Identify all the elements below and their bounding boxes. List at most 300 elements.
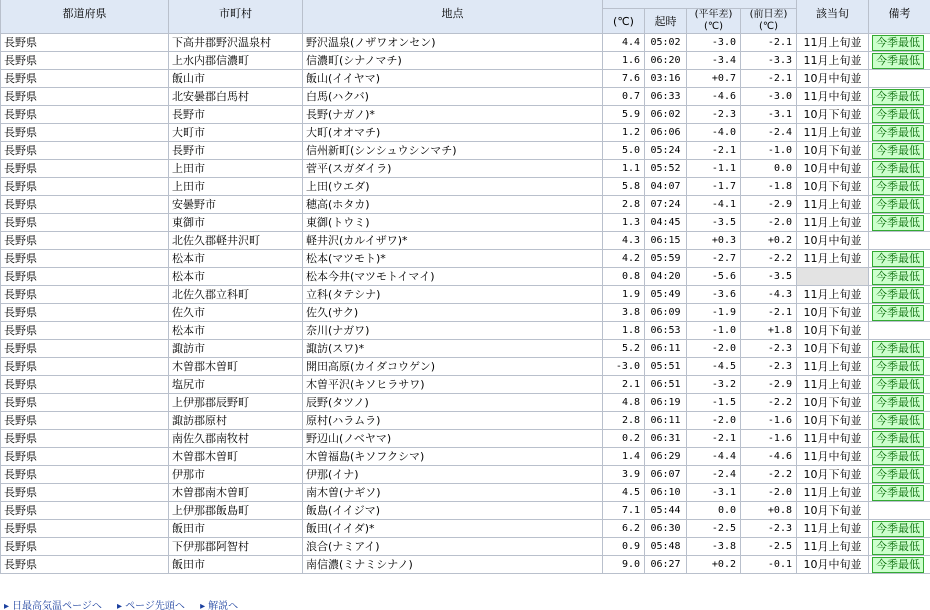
cell-diff-prev: -2.5	[741, 538, 797, 556]
cell-remarks	[869, 358, 930, 376]
cell-time: 06:11	[645, 340, 687, 358]
cell-period: 10月下旬並	[797, 178, 869, 196]
cell-diff-normal: -3.1	[687, 484, 741, 502]
cell-prefecture: 長野県	[1, 394, 169, 412]
table-row	[1, 538, 930, 556]
cell-time: 06:10	[645, 484, 687, 502]
cell-prefecture: 長野県	[1, 412, 169, 430]
cell-time: 05:48	[645, 538, 687, 556]
cell-remarks	[869, 268, 930, 286]
cell-city: 上田市	[169, 178, 303, 196]
cell-time: 03:16	[645, 70, 687, 88]
cell-station: 軽井沢(カルイザワ)*	[303, 232, 603, 250]
cell-diff-prev: -2.4	[741, 124, 797, 142]
cell-station: 飯山(イイヤマ)	[303, 70, 603, 88]
cell-city: 南佐久郡南牧村	[169, 430, 303, 448]
cell-temperature: 4.8	[603, 394, 645, 412]
season-low-badge: 今季最低	[872, 305, 924, 321]
cell-prefecture: 長野県	[1, 34, 169, 52]
cell-remarks	[869, 304, 930, 322]
cell-diff-normal: -2.5	[687, 520, 741, 538]
cell-station: 木曽平沢(キソヒラサワ)	[303, 376, 603, 394]
cell-city: 下伊那郡阿智村	[169, 538, 303, 556]
header-diff-normal-label: (平年差)	[694, 9, 733, 20]
cell-diff-normal: +0.2	[687, 556, 741, 574]
season-low-badge: 今季最低	[872, 539, 924, 555]
cell-time: 06:30	[645, 520, 687, 538]
cell-diff-normal: -2.1	[687, 142, 741, 160]
cell-prefecture: 長野県	[1, 106, 169, 124]
cell-station: 浪合(ナミアイ)	[303, 538, 603, 556]
cell-remarks	[869, 556, 930, 574]
season-low-badge: 今季最低	[872, 125, 924, 141]
cell-station: 飯田(イイダ)*	[303, 520, 603, 538]
cell-time: 06:11	[645, 412, 687, 430]
cell-remarks	[869, 178, 930, 196]
cell-prefecture: 長野県	[1, 124, 169, 142]
cell-diff-prev: -3.5	[741, 268, 797, 286]
cell-remarks	[869, 124, 930, 142]
cell-prefecture: 長野県	[1, 376, 169, 394]
cell-city: 上田市	[169, 160, 303, 178]
cell-temperature: 9.0	[603, 556, 645, 574]
cell-diff-normal: 0.0	[687, 502, 741, 520]
cell-temperature: 1.6	[603, 52, 645, 70]
cell-period: 11月上旬並	[797, 52, 869, 70]
cell-diff-normal: -1.7	[687, 178, 741, 196]
cell-time: 06:19	[645, 394, 687, 412]
cell-city: 諏訪市	[169, 340, 303, 358]
cell-remarks	[869, 412, 930, 430]
cell-city: 上伊那郡辰野町	[169, 394, 303, 412]
cell-diff-normal: -1.5	[687, 394, 741, 412]
cell-period: 10月下旬並	[797, 304, 869, 322]
header-diff-prev-label: (前日差)	[749, 9, 788, 20]
header-period: 該当旬	[797, 0, 869, 34]
header-prefecture: 都道府県	[1, 0, 169, 34]
cell-temperature: 5.9	[603, 106, 645, 124]
cell-remarks	[869, 196, 930, 214]
cell-period: 11月中旬並	[797, 448, 869, 466]
cell-temperature: 0.8	[603, 268, 645, 286]
season-low-badge: 今季最低	[872, 449, 924, 465]
cell-remarks	[869, 376, 930, 394]
cell-station: 松本今井(マツモトイマイ)	[303, 268, 603, 286]
cell-city: 飯田市	[169, 556, 303, 574]
cell-temperature: 1.2	[603, 124, 645, 142]
cell-prefecture: 長野県	[1, 520, 169, 538]
cell-diff-normal: -5.6	[687, 268, 741, 286]
cell-diff-normal: +0.7	[687, 70, 741, 88]
cell-diff-prev: -1.8	[741, 178, 797, 196]
cell-diff-prev: -2.9	[741, 196, 797, 214]
cell-temperature: 4.4	[603, 34, 645, 52]
cell-remarks	[869, 70, 930, 88]
cell-time: 05:52	[645, 160, 687, 178]
cell-prefecture: 長野県	[1, 358, 169, 376]
cell-prefecture: 長野県	[1, 448, 169, 466]
cell-period: 10月下旬並	[797, 340, 869, 358]
cell-prefecture: 長野県	[1, 268, 169, 286]
cell-prefecture: 長野県	[1, 466, 169, 484]
table-row	[1, 142, 930, 160]
cell-temperature: 5.8	[603, 178, 645, 196]
season-low-badge: 今季最低	[872, 485, 924, 501]
cell-station: 木曽福島(キソフクシマ)	[303, 448, 603, 466]
link-daily-max[interactable]	[4, 601, 102, 610]
cell-diff-normal: -1.0	[687, 322, 741, 340]
header-station: 地点	[303, 0, 603, 34]
cell-remarks	[869, 160, 930, 178]
cell-city: 松本市	[169, 250, 303, 268]
cell-remarks	[869, 520, 930, 538]
cell-time: 06:06	[645, 124, 687, 142]
header-diff-normal-unit: (℃)	[703, 21, 724, 32]
cell-city: 諏訪郡原村	[169, 412, 303, 430]
cell-remarks	[869, 394, 930, 412]
cell-remarks	[869, 106, 930, 124]
cell-station: 南木曽(ナギソ)	[303, 484, 603, 502]
cell-period: 11月中旬並	[797, 88, 869, 106]
cell-time: 06:29	[645, 448, 687, 466]
cell-time: 06:31	[645, 430, 687, 448]
cell-city: 塩尻市	[169, 376, 303, 394]
cell-remarks	[869, 34, 930, 52]
season-low-badge: 今季最低	[872, 269, 924, 285]
cell-period: 11月上旬並	[797, 520, 869, 538]
cell-station: 野沢温泉(ノザワオンセン)	[303, 34, 603, 52]
cell-diff-normal: -2.1	[687, 430, 741, 448]
table-row	[1, 358, 930, 376]
season-low-badge: 今季最低	[872, 287, 924, 303]
cell-station: 辰野(タツノ)	[303, 394, 603, 412]
header-temp-unit: (℃)	[603, 9, 645, 34]
season-low-badge: 今季最低	[872, 377, 924, 393]
cell-period: 10月下旬並	[797, 322, 869, 340]
cell-time: 07:24	[645, 196, 687, 214]
cell-period: 10月下旬並	[797, 142, 869, 160]
cell-station: 上田(ウエダ)	[303, 178, 603, 196]
cell-station: 穂高(ホタカ)	[303, 196, 603, 214]
cell-diff-normal: -1.9	[687, 304, 741, 322]
cell-diff-prev: +0.2	[741, 232, 797, 250]
cell-prefecture: 長野県	[1, 88, 169, 106]
cell-period: 10月下旬並	[797, 106, 869, 124]
cell-diff-prev: -2.2	[741, 394, 797, 412]
cell-time: 06:07	[645, 466, 687, 484]
cell-prefecture: 長野県	[1, 160, 169, 178]
season-low-badge: 今季最低	[872, 53, 924, 69]
cell-prefecture: 長野県	[1, 214, 169, 232]
cell-temperature: 5.2	[603, 340, 645, 358]
cell-remarks	[869, 448, 930, 466]
cell-station: 菅平(スガダイラ)	[303, 160, 603, 178]
table-row	[1, 214, 930, 232]
cell-prefecture: 長野県	[1, 484, 169, 502]
cell-prefecture: 長野県	[1, 556, 169, 574]
cell-temperature: 2.1	[603, 376, 645, 394]
cell-diff-normal: -4.5	[687, 358, 741, 376]
cell-city: 佐久市	[169, 304, 303, 322]
link-explanation[interactable]	[200, 601, 238, 610]
table-row	[1, 160, 930, 178]
cell-prefecture: 長野県	[1, 142, 169, 160]
cell-prefecture: 長野県	[1, 286, 169, 304]
cell-temperature: 1.4	[603, 448, 645, 466]
cell-diff-prev: -2.3	[741, 520, 797, 538]
cell-city: 下高井郡野沢温泉村	[169, 34, 303, 52]
table-row	[1, 394, 930, 412]
table-row	[1, 484, 930, 502]
cell-temperature: 7.1	[603, 502, 645, 520]
table-row	[1, 502, 930, 520]
link-explanation-label: 解説へ	[208, 601, 239, 610]
cell-time: 06:09	[645, 304, 687, 322]
cell-time: 04:07	[645, 178, 687, 196]
cell-station: 奈川(ナガワ)	[303, 322, 603, 340]
cell-diff-prev: -3.1	[741, 106, 797, 124]
cell-diff-normal: -3.6	[687, 286, 741, 304]
cell-period: 11月上旬並	[797, 196, 869, 214]
cell-time: 04:45	[645, 214, 687, 232]
cell-temperature: -3.0	[603, 358, 645, 376]
season-low-badge: 今季最低	[872, 467, 924, 483]
cell-remarks	[869, 484, 930, 502]
cell-prefecture: 長野県	[1, 250, 169, 268]
link-page-top[interactable]	[117, 601, 185, 610]
link-daily-max-label: 日最高気温ページへ	[12, 601, 102, 610]
cell-temperature: 2.8	[603, 412, 645, 430]
cell-temperature: 4.3	[603, 232, 645, 250]
cell-station: 信濃町(シナノマチ)	[303, 52, 603, 70]
cell-city: 北安曇郡白馬村	[169, 88, 303, 106]
table-row	[1, 376, 930, 394]
cell-city: 北佐久郡立科町	[169, 286, 303, 304]
cell-temperature: 7.6	[603, 70, 645, 88]
cell-time: 06:33	[645, 88, 687, 106]
cell-diff-normal: -1.1	[687, 160, 741, 178]
season-low-badge: 今季最低	[872, 521, 924, 537]
cell-period: 10月中旬並	[797, 556, 869, 574]
cell-time: 06:51	[645, 376, 687, 394]
cell-period: 11月上旬並	[797, 34, 869, 52]
header-diff-normal	[687, 9, 741, 34]
cell-diff-prev: -2.9	[741, 376, 797, 394]
cell-diff-prev: -3.3	[741, 52, 797, 70]
table-row	[1, 556, 930, 574]
cell-city: 長野市	[169, 106, 303, 124]
cell-diff-normal: -3.8	[687, 538, 741, 556]
cell-temperature: 0.7	[603, 88, 645, 106]
table-row	[1, 448, 930, 466]
cell-diff-normal: -2.4	[687, 466, 741, 484]
cell-diff-normal: -2.0	[687, 340, 741, 358]
table-header	[1, 0, 930, 34]
cell-city: 安曇野市	[169, 196, 303, 214]
cell-prefecture: 長野県	[1, 538, 169, 556]
cell-diff-prev: -1.0	[741, 142, 797, 160]
table-row	[1, 52, 930, 70]
cell-period: 10月中旬並	[797, 70, 869, 88]
table-row	[1, 106, 930, 124]
cell-diff-prev: -2.1	[741, 304, 797, 322]
cell-diff-normal: -2.0	[687, 412, 741, 430]
header-time: 起時	[645, 9, 687, 34]
cell-time: 05:51	[645, 358, 687, 376]
cell-prefecture: 長野県	[1, 196, 169, 214]
cell-temperature: 4.5	[603, 484, 645, 502]
cell-temperature: 3.8	[603, 304, 645, 322]
triangle-right-icon: ▸	[4, 601, 10, 610]
cell-city: 木曽郡南木曽町	[169, 484, 303, 502]
cell-station: 南信濃(ミナミシナノ)	[303, 556, 603, 574]
season-low-badge: 今季最低	[872, 431, 924, 447]
cell-period: 11月上旬並	[797, 250, 869, 268]
cell-time: 05:02	[645, 34, 687, 52]
cell-city: 松本市	[169, 268, 303, 286]
season-low-badge: 今季最低	[872, 107, 924, 123]
triangle-right-icon: ▸	[117, 601, 123, 610]
cell-city: 木曽郡木曽町	[169, 358, 303, 376]
cell-remarks	[869, 88, 930, 106]
cell-city: 上水内郡信濃町	[169, 52, 303, 70]
cell-period: 10月下旬並	[797, 412, 869, 430]
cell-diff-normal: -3.2	[687, 376, 741, 394]
cell-prefecture: 長野県	[1, 178, 169, 196]
cell-remarks	[869, 340, 930, 358]
season-low-badge: 今季最低	[872, 161, 924, 177]
cell-diff-normal: -4.1	[687, 196, 741, 214]
table-row	[1, 196, 930, 214]
cell-city: 伊那市	[169, 466, 303, 484]
triangle-right-icon: ▸	[200, 601, 206, 610]
cell-remarks	[869, 52, 930, 70]
cell-prefecture: 長野県	[1, 430, 169, 448]
cell-station: 開田高原(カイダコウゲン)	[303, 358, 603, 376]
table-row	[1, 412, 930, 430]
table-row	[1, 34, 930, 52]
cell-diff-normal: -2.7	[687, 250, 741, 268]
cell-prefecture: 長野県	[1, 304, 169, 322]
cell-prefecture: 長野県	[1, 340, 169, 358]
cell-temperature: 1.8	[603, 322, 645, 340]
header-diff-prev	[741, 9, 797, 34]
cell-city: 長野市	[169, 142, 303, 160]
cell-temperature: 4.2	[603, 250, 645, 268]
cell-city: 木曽郡木曽町	[169, 448, 303, 466]
cell-diff-normal: -4.4	[687, 448, 741, 466]
table-row	[1, 430, 930, 448]
cell-diff-prev: -3.0	[741, 88, 797, 106]
cell-city: 飯田市	[169, 520, 303, 538]
cell-city: 北佐久郡軽井沢町	[169, 232, 303, 250]
cell-time: 06:02	[645, 106, 687, 124]
cell-remarks	[869, 286, 930, 304]
season-low-badge: 今季最低	[872, 179, 924, 195]
cell-time: 06:15	[645, 232, 687, 250]
season-low-badge: 今季最低	[872, 251, 924, 267]
table-row	[1, 70, 930, 88]
cell-city: 東御市	[169, 214, 303, 232]
header-group-top	[603, 0, 797, 9]
cell-city: 松本市	[169, 322, 303, 340]
season-low-badge: 今季最低	[872, 35, 924, 51]
cell-temperature: 2.8	[603, 196, 645, 214]
cell-diff-normal: -2.3	[687, 106, 741, 124]
cell-time: 06:27	[645, 556, 687, 574]
cell-station: 伊那(イナ)	[303, 466, 603, 484]
table-row	[1, 466, 930, 484]
cell-diff-prev: -4.6	[741, 448, 797, 466]
table-row	[1, 520, 930, 538]
cell-remarks	[869, 142, 930, 160]
table-row	[1, 286, 930, 304]
season-low-badge: 今季最低	[872, 359, 924, 375]
table-row	[1, 88, 930, 106]
season-low-badge: 今季最低	[872, 89, 924, 105]
cell-prefecture: 長野県	[1, 322, 169, 340]
cell-period	[797, 268, 869, 286]
link-page-top-label: ページ先頭へ	[125, 601, 185, 610]
cell-diff-normal: +0.3	[687, 232, 741, 250]
cell-diff-prev: -2.0	[741, 484, 797, 502]
season-low-badge: 今季最低	[872, 413, 924, 429]
cell-station: 佐久(サク)	[303, 304, 603, 322]
cell-period: 10月下旬並	[797, 394, 869, 412]
cell-diff-normal: -4.6	[687, 88, 741, 106]
cell-temperature: 0.9	[603, 538, 645, 556]
cell-remarks	[869, 502, 930, 520]
cell-time: 05:49	[645, 286, 687, 304]
header-city: 市町村	[169, 0, 303, 34]
cell-remarks	[869, 322, 930, 340]
cell-prefecture: 長野県	[1, 52, 169, 70]
table-row	[1, 124, 930, 142]
cell-temperature: 6.2	[603, 520, 645, 538]
cell-time: 06:20	[645, 52, 687, 70]
cell-period: 10月下旬並	[797, 466, 869, 484]
cell-diff-normal: -4.0	[687, 124, 741, 142]
cell-prefecture: 長野県	[1, 70, 169, 88]
cell-city: 上伊那郡飯島町	[169, 502, 303, 520]
cell-diff-prev: -2.2	[741, 250, 797, 268]
cell-time: 05:24	[645, 142, 687, 160]
cell-station: 東御(トウミ)	[303, 214, 603, 232]
cell-station: 白馬(ハクバ)	[303, 88, 603, 106]
cell-time: 05:59	[645, 250, 687, 268]
cell-period: 11月上旬並	[797, 376, 869, 394]
cell-diff-prev: -2.1	[741, 34, 797, 52]
cell-period: 11月上旬並	[797, 124, 869, 142]
season-low-badge: 今季最低	[872, 143, 924, 159]
season-low-badge: 今季最低	[872, 395, 924, 411]
cell-diff-prev: -1.6	[741, 430, 797, 448]
cell-city: 大町市	[169, 124, 303, 142]
cell-time: 04:20	[645, 268, 687, 286]
table-row	[1, 250, 930, 268]
cell-temperature: 1.1	[603, 160, 645, 178]
cell-station: 信州新町(シンシュウシンマチ)	[303, 142, 603, 160]
table-body	[1, 34, 930, 574]
footer-links	[4, 597, 250, 610]
header-remarks: 備考	[869, 0, 930, 34]
season-low-badge: 今季最低	[872, 341, 924, 357]
cell-station: 松本(マツモト)*	[303, 250, 603, 268]
cell-temperature: 1.9	[603, 286, 645, 304]
cell-diff-normal: -3.0	[687, 34, 741, 52]
cell-time: 05:44	[645, 502, 687, 520]
cell-diff-prev: -0.1	[741, 556, 797, 574]
